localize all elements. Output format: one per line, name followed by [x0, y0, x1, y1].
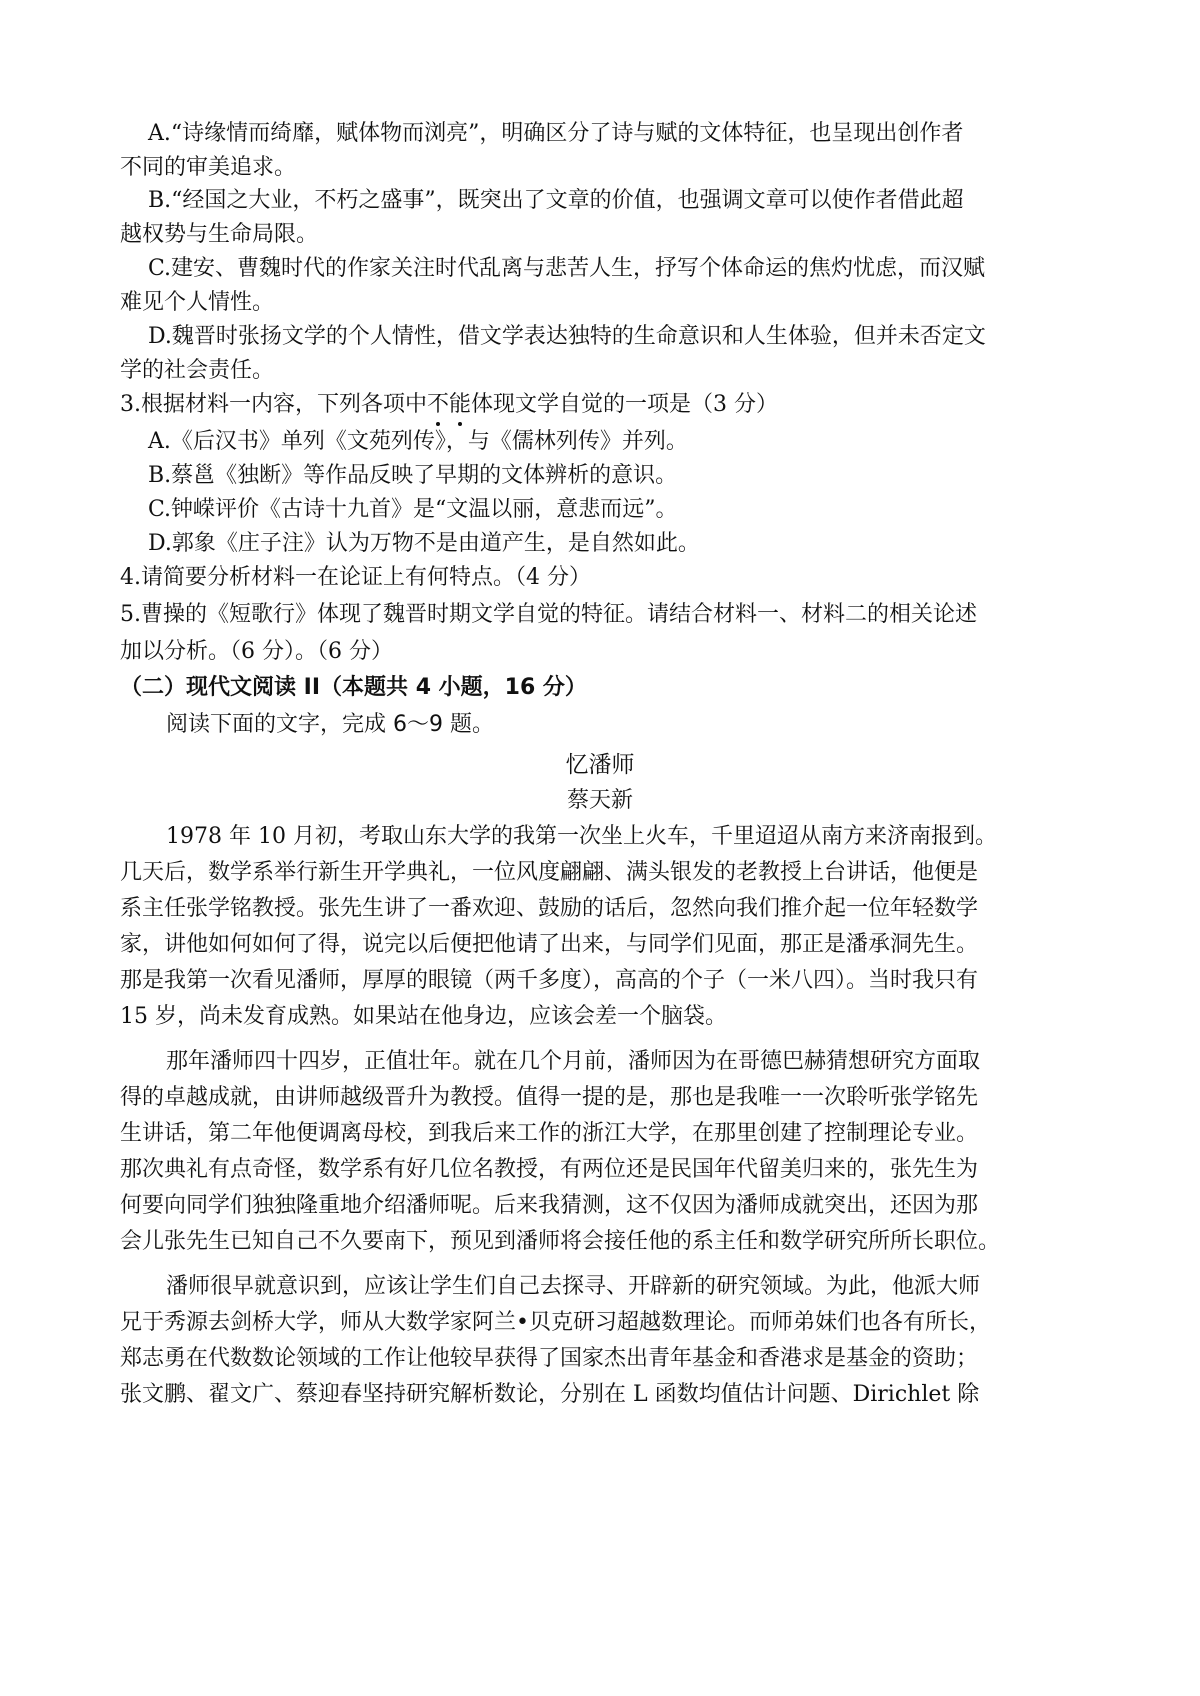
paragraph-1-line: 1978 年 10 月初，考取山东大学的我第一次坐上火车，千里迢迢从南方来济南报到。	[166, 824, 997, 849]
q3-stem-post: 体现文学自觉的一项是（3 分）	[471, 392, 779, 417]
q2-option-b-line1: B.“经国之大业，不朽之盛事”，既突出了文章的价值，也强调文章可以使作者借此超	[148, 188, 964, 213]
q2-option-c-line1: C.建安、曹魏时代的作家关注时代乱离与悲苦人生，抒写个体命运的焦灼忧虑，而汉赋	[148, 256, 986, 281]
q2-option-d-line2: 学的社会责任。	[120, 358, 275, 383]
q2-option-a-line2: 不同的审美追求。	[120, 155, 297, 180]
paragraph-3-line: 兄于秀源去剑桥大学，师从大数学家阿兰•贝克研习超越数理论。而师弟妹们也各有所长，	[120, 1310, 991, 1335]
paragraph-1-line: 15 岁，尚未发育成熟。如果站在他身边，应该会差一个脑袋。	[120, 1004, 727, 1029]
paragraph-2-line: 得的卓越成就，由讲师越级晋升为教授。值得一提的是，那也是我唯一一次聆听张学铭先	[120, 1085, 979, 1110]
q3-stem	[120, 390, 778, 420]
paragraph-3-line: 潘师很早就意识到，应该让学生们自己去探寻、开辟新的研究领域。为此，他派大师	[166, 1274, 981, 1299]
q3-option-d: D.郭象《庄子注》认为万物不是由道产生，是自然如此。	[148, 531, 700, 556]
q2-option-b-line2: 越权势与生命局限。	[120, 222, 319, 247]
paragraph-3-line: 郑志勇在代数数论领域的工作让他较早获得了国家杰出青年基金和香港求是基金的资助；	[120, 1346, 979, 1371]
paragraph-1-line: 系主任张学铭教授。张先生讲了一番欢迎、鼓励的话后，忽然向我们推介起一位年轻数学	[120, 896, 979, 921]
paragraph-1-line: 几天后，数学系举行新生开学典礼，一位风度翩翩、满头银发的老教授上台讲话，他便是	[120, 860, 979, 885]
article-author: 蔡天新	[566, 788, 633, 813]
q3-stem-pre: 3.根据材料一内容，下列各项中	[120, 392, 427, 417]
section-instruction: 阅读下面的文字，完成 6～9 题。	[166, 712, 494, 737]
paragraph-2-line: 生讲话，第二年他便调离母校，到我后来工作的浙江大学，在那里创建了控制理论专业。	[120, 1121, 979, 1146]
q3-option-a: A.《后汉书》单列《文苑列传》，与《儒林列传》并列。	[148, 429, 688, 454]
paragraph-1-line: 家，讲他如何如何了得，说完以后便把他请了出来，与同学们见面，那正是潘承洞先生。	[120, 932, 979, 957]
q2-option-d-line1: D.魏晋时张扬文学的个人情性，借文学表达独特的生命意识和人生体验，但并未否定文	[148, 324, 986, 349]
q3-emphasis-char-1: 不	[427, 390, 449, 420]
paragraph-3-line: 张文鹏、翟文广、蔡迎春坚持研究解析数论，分别在 L 函数均值估计问题、Dirichlet 除	[120, 1382, 980, 1407]
paragraph-2-line: 那次典礼有点奇怪，数学系有好几位名教授，有两位还是民国年代留美归来的，张先生为	[120, 1157, 979, 1182]
q3-option-b: B.蔡邕《独断》等作品反映了早期的文体辨析的意识。	[148, 463, 678, 488]
q3-option-c: C.钟嵘评价《古诗十九首》是“文温以丽，意悲而远”。	[148, 497, 678, 522]
q3-emphasis-char-2: 能	[449, 390, 471, 420]
q2-option-a-line1: A.“诗缘情而绮靡，赋体物而浏亮”，明确区分了诗与赋的文体特征，也呈现出创作者	[148, 121, 964, 146]
paragraph-2-line: 那年潘师四十四岁，正值壮年。就在几个月前，潘师因为在哥德巴赫猜想研究方面取	[166, 1049, 981, 1074]
article-title: 忆潘师	[565, 752, 635, 778]
q4-stem: 4.请简要分析材料一在论证上有何特点。（4 分）	[120, 565, 591, 590]
section-heading: （二）现代文阅读 II（本题共 4 小题，16 分）	[120, 675, 587, 700]
q5-stem-line2: 加以分析。（6 分）。（6 分）	[120, 639, 393, 664]
paragraph-2-line: 何要向同学们独独隆重地介绍潘师呢。后来我猜测，这不仅因为潘师成就突出，还因为那	[120, 1193, 979, 1218]
q2-option-c-line2: 难见个人情性。	[120, 290, 275, 315]
q5-stem-line1: 5.曹操的《短歌行》体现了魏晋时期文学自觉的特征。请结合材料一、材料二的相关论述	[120, 602, 977, 627]
paragraph-1-line: 那是我第一次看见潘师，厚厚的眼镜（两千多度），高高的个子（一米八四）。当时我只有	[120, 968, 979, 993]
paragraph-2-line: 会儿张先生已知自己不久要南下，预见到潘师将会接任他的系主任和数学研究所所长职位。	[120, 1229, 1001, 1254]
